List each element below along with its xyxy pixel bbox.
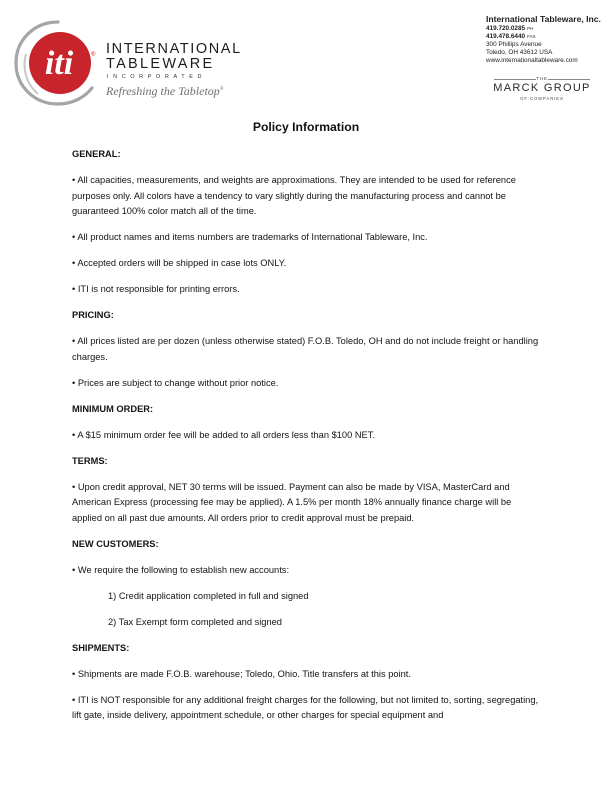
logo-wordmark-line1: INTERNATIONAL [106, 41, 242, 57]
general-item-4: • ITI is not responsible for printing errors. [72, 284, 240, 295]
logo-tagline [106, 84, 224, 99]
new-customers-item-1: • We require the following to establish new accounts: [72, 564, 290, 575]
general-item-1: • All capacities, measurements, and weights are approximations. They are intended to be used for reference purposes only. All colors have a tendency to vary slightly during the manufacturing process and cannot be guaranteed 100% color match all of the time. [72, 174, 516, 217]
tagline-text: Refreshing the Tabletop [106, 84, 220, 98]
company-logo [12, 18, 242, 108]
terms-item-1: • Upon credit approval, NET 30 terms will be issued. Payment can also be made by VISA, MasterCard and American Express (processing fee may be applied). A 1.5% per month 18% annually finance charge will be applied on all past due amounts. All orders prior to credit approval must be prepaid. [72, 481, 512, 523]
section-heading-pricing: PRICING: [72, 310, 114, 321]
document-title: Policy Information [252, 120, 360, 134]
section-heading-shipments: SHIPMENTS: [72, 642, 130, 653]
minimum-order-item-1: • A $15 minimum order fee will be added to all orders less than $100 NET. [72, 429, 375, 440]
new-customers-sub-item-2: 2) Tax Exempt form completed and signed [108, 616, 282, 627]
iti-logo-mark [12, 18, 104, 108]
tagline-tm: ® [219, 87, 224, 92]
logo-wordmark-line3: INCORPORATED [107, 74, 207, 80]
logo-mark-text: iti [44, 45, 74, 82]
contact-company: International Tableware, Inc. [486, 14, 601, 24]
section-heading-terms: TERMS: [72, 455, 108, 466]
policy-content [72, 147, 542, 734]
section-heading-general: GENERAL: [72, 149, 121, 159]
phone-number: 419.720.0285 [486, 25, 526, 32]
fax-suffix: FAX [527, 34, 536, 39]
marck-group-logo [486, 76, 598, 104]
section-heading-minimum-order: MINIMUM ORDER: [72, 403, 154, 414]
general-item-2: • All product names and items numbers are trademarks of International Tableware, Inc. [72, 232, 428, 243]
phone-suffix: PH [527, 26, 534, 31]
pricing-item-1: • All prices listed are per dozen (unless otherwise stated) F.O.B. Toledo, OH and do not include freight or handling charges. [72, 336, 539, 362]
contact-address-1: 300 Phillips Avenue [486, 41, 542, 48]
marck-sub: OF COMPANIES [520, 96, 564, 101]
contact-phone [486, 25, 608, 33]
new-customers-sub-item-1: 1) Credit application completed in full and signed [108, 590, 309, 601]
registered-mark: ® [91, 52, 96, 58]
contact-fax [486, 33, 608, 41]
logo-wordmark-line2: TABLEWARE [106, 56, 215, 72]
section-heading-new-customers: NEW CUSTOMERS: [72, 538, 159, 549]
shipments-item-2: • ITI is NOT responsible for any additional freight charges for the following, but not limited to, sorting, segregating, lift gate, inside delivery, appointment schedule, or other charges for special equipment and [72, 694, 539, 721]
shipments-item-1: • Shipments are made F.O.B. warehouse; Toledo, Ohio. Title transfers at this point. [72, 668, 411, 679]
contact-block [486, 14, 608, 65]
general-item-3: • Accepted orders will be shipped in case lots ONLY. [72, 258, 287, 269]
contact-address-2: Toledo, OH 43612 USA [486, 49, 553, 56]
marck-the: THE [536, 76, 548, 81]
pricing-item-2: • Prices are subject to change without prior notice. [72, 377, 279, 388]
fax-number: 419.478.6440 [486, 33, 526, 40]
marck-name: MARCK GROUP [493, 82, 591, 94]
contact-website[interactable]: www.internationaltableware.com [486, 57, 578, 64]
